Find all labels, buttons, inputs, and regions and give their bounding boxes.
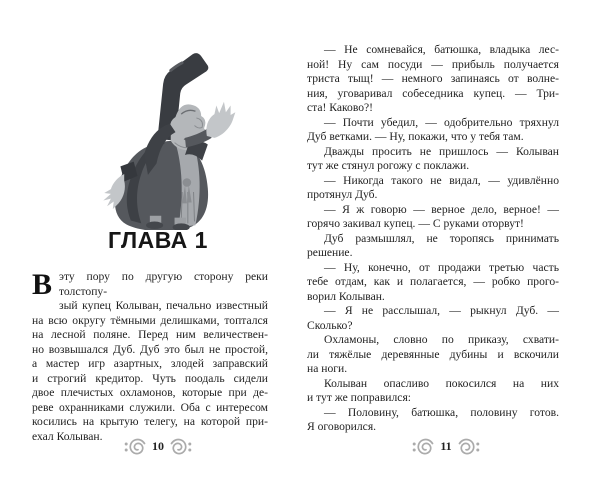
text-line: горячо закивал купец. — С руками оторвут!: [307, 217, 524, 230]
text-line: зый купец Колыван, печально известный: [59, 299, 268, 312]
text-line: — Я ж говорю — верное дело, верное! —: [324, 202, 559, 216]
text-line: протянул Дуб.: [307, 188, 378, 201]
text-line: косились на крытую телегу, на которой при-: [32, 415, 268, 428]
text-line: двое плечистых охламонов, которые при де-: [32, 386, 268, 399]
text-line: эту пору по другую сторону реки толстопу-: [59, 270, 268, 298]
text-line: Дважды просить не пришлось — Колыван: [324, 144, 559, 158]
text-line: — Половину, батюшка, половину готов.: [324, 405, 559, 419]
text-line: и тут же поправился:: [307, 391, 411, 404]
swirl-ornament-right-icon: [170, 438, 192, 455]
chapter-title: ГЛАВА 1: [108, 227, 208, 253]
text-line: и строгий кредитор. Чуть поодаль сидели: [32, 371, 268, 385]
body-text-right: [307, 43, 559, 435]
text-line: на лесной поляне. Перед ним величествен-: [32, 328, 268, 341]
page-number-right: 11: [440, 439, 452, 453]
text-line: ной! Ну сам посуди — прибыль получается: [307, 57, 559, 71]
text-line: ли тяжёлые деревянные дубины и вскочили: [307, 347, 559, 361]
text-line: ехал Колыван.: [32, 429, 103, 443]
merchant-kolyvan-figure-icon: [94, 40, 238, 230]
text-line: — Никогда такого не видал, — удивлённо: [324, 173, 559, 187]
page-number-left: 10: [152, 439, 164, 453]
text-line: Дуб размышлял, не торопясь принимать: [324, 231, 559, 245]
text-line: но возвышался Дуб. Дуб это был не простой,: [32, 342, 268, 356]
text-line: тут же стянул рогожу с поклажи.: [307, 159, 470, 172]
text-line: ворил Колыван.: [307, 289, 385, 303]
drop-cap: В: [32, 268, 53, 301]
text-line: ния, уговаривал собеседника купец. — Три-: [307, 86, 559, 100]
text-line: Охламоны, словно по приказу, схвати-: [324, 333, 559, 346]
text-line: а мастер игр азартных, злодей заправский: [32, 357, 268, 370]
swirl-ornament-left-icon: [124, 438, 146, 455]
text-line: на ноги.: [307, 362, 348, 375]
text-line: ста! Каково?!: [307, 101, 374, 114]
text-line: реве охранниками служили. Оба с интересом: [32, 400, 268, 414]
body-text-left: [32, 270, 268, 444]
text-line: Дуб ветками. — Ну, покажи, что у тебя там.: [307, 130, 524, 143]
swirl-ornament-left-icon: [412, 438, 434, 455]
text-line: на всю округу тёмными делишками, топтался: [32, 313, 268, 327]
text-line: тебе отдам, как и полагается, — робко прого-: [307, 275, 559, 288]
page-footer-left: [8, 438, 308, 455]
text-line: — Я не расслышал, — рыкнул Дуб. —: [324, 304, 559, 317]
text-line: Сколько?: [307, 318, 353, 332]
text-line: Колыван опасливо покосился на них: [324, 376, 559, 390]
swirl-ornament-right-icon: [458, 438, 480, 455]
character-illustration: [94, 40, 238, 230]
text-line: решение.: [307, 246, 353, 259]
text-line: — Почти убедил, — одобрительно тряхнул: [324, 115, 559, 129]
text-line: — Не сомневайся, батюшка, владыка лес-: [324, 43, 559, 56]
text-line: триста тыщ! — немного запинаясь от волне-: [307, 72, 559, 85]
page-footer-right: [296, 438, 596, 455]
right-page: [300, 0, 600, 484]
text-line: Я оговорился.: [307, 420, 377, 433]
text-line: — Ну, конечно, от продажи третью часть: [324, 260, 559, 274]
